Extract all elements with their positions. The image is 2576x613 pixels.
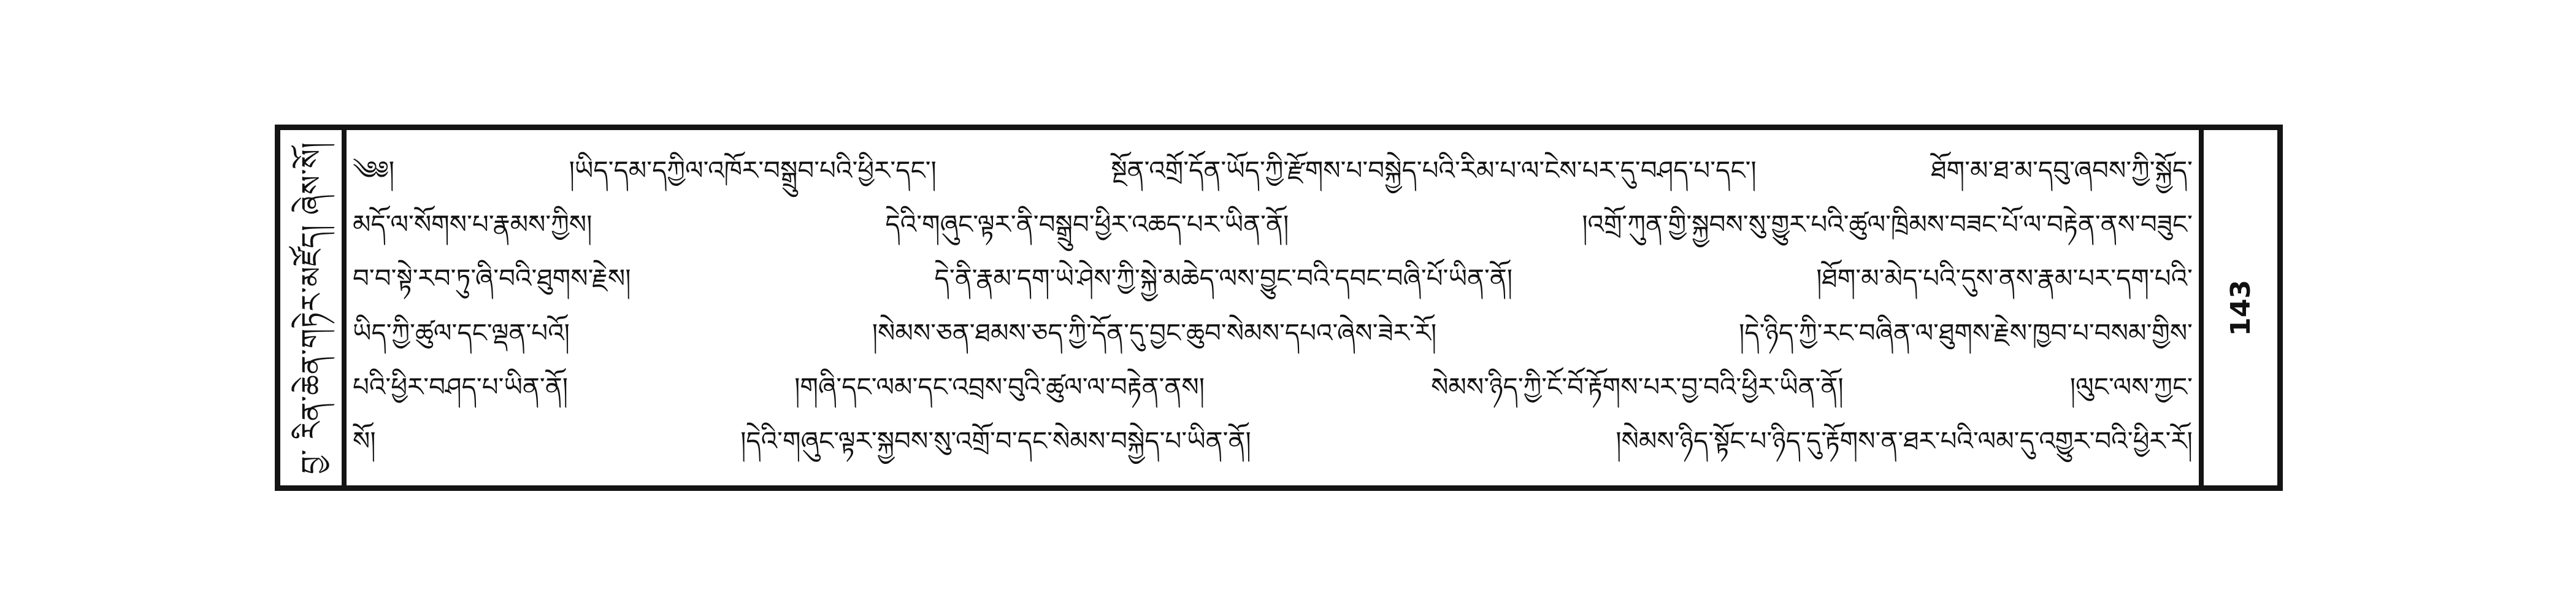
left-margin	[280, 130, 347, 485]
text-body	[353, 151, 2193, 469]
page-number: 143	[2225, 279, 2256, 336]
folio-page	[275, 125, 2283, 491]
text-line-3: བ་བ་སྟེ་རབ་ཏུ་ཞི་བའི་ཐུགས་རྗེས། དེ་ནི་རྣམ་དག་ཡེ་ཤེས་ཀྱི་སྐྱེ་མཆེད་ལས་བྱུང་བའི་དབང་བཞི་པོ་ཡིན་ནོ། །ཐོག་མ་མེད་པའི་དུས་ནས་རྣམ་པར་དག་པའི་	[353, 263, 2193, 294]
text-line-6: སོ། །དེའི་གཞུང་ལྟར་སྐྱབས་སུ་འགྲོ་བ་དང་སེམས་བསྐྱེད་པ་ཡིན་ནོ། །སེམས་ཉིད་སྟོང་པ་ཉིད་དུ་རྟོགས་ན་ཐར་པའི་ལམ་དུ་འགྱུར་བའི་ཕྱིར་རོ།	[353, 425, 2193, 456]
text-line-2: མདོ་ལ་སོགས་པ་རྣམས་ཀྱིས། དེའི་གཞུང་ལྟར་ནི་བསྒྲུབ་ཕྱིར་འཆད་པར་ཡིན་ནོ། །འགྲོ་ཀུན་གྱི་སྐྱབས་སུ་གྱུར་པའི་ཚུལ་ཁྲིམས་བཟང་པོ་ལ་བརྟེན་ནས་བཟུང་	[353, 209, 2193, 240]
text-line-1: ༄༅། །ཡིད་དམ་དཀྱིལ་འཁོར་བསྒྲུབ་པའི་ཕྱིར་དང་། སྔོན་འགྲོ་དོན་ཡོད་ཀྱི་རྫོགས་པ་བསྐྱེད་པའི་རིམ་པ་ལ་ངེས་པར་དུ་བཤད་པ་དང་། ཐོག་མ་ཐ་མ་དབུ་ཞབས་ཀྱི་སྐྱོད་	[353, 155, 2193, 185]
margin-label: བྱ་ རིན་ཆེན་གཏེར་མཛོད། ཞེས་སོ།	[294, 141, 328, 474]
text-line-4: ཡིད་ཀྱི་ཚུལ་དང་ལྡན་པའོ། །སེམས་ཅན་ཐམས་ཅད་ཀྱི་དོན་དུ་བྱང་ཆུབ་སེམས་དཔའ་ཞེས་ཟེར་རོ། །དེ་ཉིད་ཀྱི་རང་བཞིན་ལ་ཐུགས་རྗེས་ཁྱབ་པ་བསམ་གྱིས་	[353, 317, 2193, 348]
right-margin	[2199, 130, 2277, 485]
text-line-5: པའི་ཕྱིར་བཤད་པ་ཡིན་ནོ། །གཞི་དང་ལམ་དང་འབྲས་བུའི་ཚུལ་ལ་བརྟེན་ནས། སེམས་ཉིད་ཀྱི་ངོ་བོ་རྟོགས་པར་བྱ་བའི་ཕྱིར་ཡིན་ནོ། །ལུང་ལས་ཀྱང་	[353, 371, 2193, 402]
